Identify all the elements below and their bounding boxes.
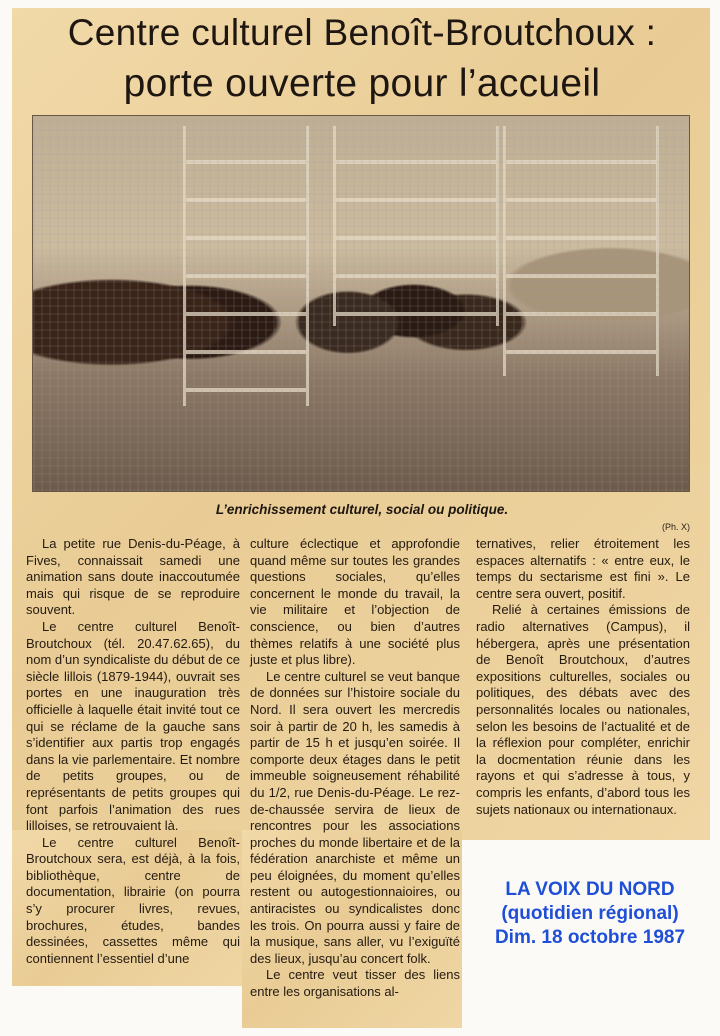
- source-newspaper-type: (quotidien régional): [501, 903, 679, 924]
- headline-line-1: Centre culturel Benoît-Broutchoux :: [67, 12, 657, 53]
- source-newspaper-name: LA VOIX DU NORD: [505, 879, 675, 900]
- paragraph: Le centre culturel Benoît-Broutchoux (tél. 20.47.62.65), du nom d’un syndicaliste du début de ce siècle lillois (1879-1944), ouvrait ses portes en une inauguration très officielle à laquelle était invité tout ce qui se réclame de la gauche sans s’identifier aux partis trop engagés dans la vie parlementaire. Et nombre de petits groupes, ou de représentants de petits groupes qui font parfois l’animation des rues lilloises, se retrouvaient là.: [26, 618, 240, 834]
- headline-line-2: porte ouverte pour l’accueil: [123, 62, 601, 105]
- paragraph: Le centre culturel se veut banque de données sur l’histoire sociale du Nord. Il sera ouvert les mercredis soir à partir de 20 h, les samedis à partir de 15 h et jusqu’en soirée. Il comporte deux étages dans le petit immeuble soigneusement réhabilité du 1/2, rue Denis-du-Péage. Le rez-de-chaussée servira de lieux de rencontres pour les associations proches du monde libertaire et de la fédération anarchiste et même un peu éloignées, du moment qu’elles restent ou autogestionnaioires, ou antiracistes ou syndicalistes donc les trois. On pourra aussi y faire de la musique, sans aller, vu l’exiguïté des lieux, jusqu’au concert folk.: [250, 668, 460, 966]
- photo-credit: (Ph. X): [661, 522, 690, 532]
- paragraph: Le centre culturel Benoît-Broutchoux sera, est déjà, à la fois, bibliothèque, centre de documentation, librairie (on pourra s’y procurer livres, revues, brochures, études, bandes dessinées, cassettes même qui contiennent l’essentiel d’une: [26, 834, 240, 966]
- source-stamp: [462, 878, 718, 950]
- article-column-3: [476, 536, 690, 818]
- paragraph: Relié à certaines émissions de radio alternatives (Campus), il hébergera, après une présentation de Benoît Broutchoux, d’autres expositions culturelles, sociales ou politiques, des débats avec des personnalités locales ou nationales, selon les besoins de l’actualité et de la réflexion pour compléter, enrichir la docmentation réunie dans les rayons et qui s’adresse à tous, y compris les enfants, d’abord tous les sujets nationaux ou internationaux.: [476, 602, 690, 817]
- article-column-2: [250, 536, 460, 1001]
- paragraph: La petite rue Denis-du-Péage, à Fives, connaissait samedi une animation sans doute inaccoutumée mais qui risque de se reproduire souvent.: [26, 536, 240, 618]
- photo-texture: [33, 116, 689, 491]
- paragraph: Le centre veut tisser des liens entre les organisations al-: [250, 967, 460, 1000]
- paragraph: ternatives, relier étroitement les espaces alternatifs : « entre eux, le temps du sectarisme est fini ». Le centre sera ouvert, positif.: [476, 536, 690, 601]
- article-photo: [32, 115, 690, 492]
- photo-caption: L’enrichissement culturel, social ou politique.: [215, 502, 509, 517]
- article-column-1: [26, 536, 240, 967]
- source-date: Dim. 18 octobre 1987: [494, 927, 686, 948]
- paragraph: culture éclectique et approfondie quand même sur toutes les grandes questions sociales, qu’elles concernent le monde du travail, la vie militaire et l’objection de conscience, ou bien d’autres thèmes relatifs à une société plus juste et plus libre).: [250, 536, 460, 668]
